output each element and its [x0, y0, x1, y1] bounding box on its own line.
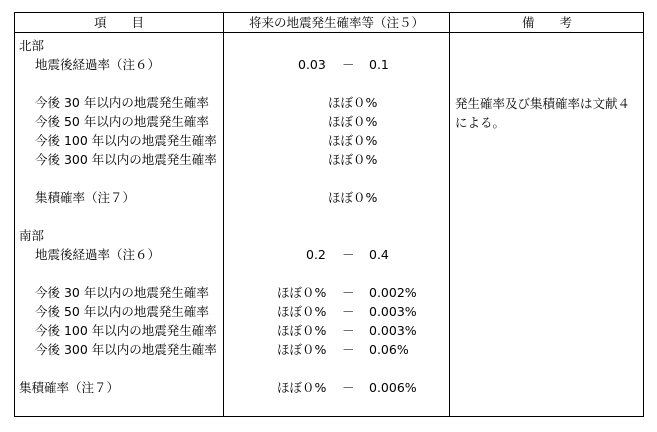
section-title-south: 南部	[19, 228, 45, 243]
north-elapsed-label: 地震後経過率（注６）	[35, 57, 161, 72]
column-divider	[223, 13, 224, 416]
south-cumulative-low: ほぼ０%	[277, 380, 327, 395]
north-row-value: ほぼ０%	[328, 114, 378, 129]
north-row-label: 今後 300 年以内の地震発生確率	[35, 152, 217, 167]
south-row-dash: －	[342, 304, 355, 319]
north-row-label: 今後 50 年以内の地震発生確率	[35, 114, 209, 129]
header-remarks: 備 考	[521, 15, 572, 30]
probability-table	[14, 12, 644, 417]
south-row-high: 0.06%	[369, 342, 409, 357]
north-row-value: ほぼ０%	[328, 133, 378, 148]
south-cumulative-high: 0.006%	[369, 380, 417, 395]
south-row-dash: －	[342, 323, 355, 338]
south-row-high: 0.003%	[369, 323, 417, 338]
north-row-value: ほぼ０%	[328, 95, 378, 110]
north-elapsed-high: 0.1	[369, 57, 389, 72]
column-divider	[449, 13, 450, 416]
north-row-value: ほぼ０%	[328, 152, 378, 167]
north-cumulative-value: ほぼ０%	[328, 190, 378, 205]
south-row-high: 0.002%	[369, 285, 417, 300]
south-elapsed-high: 0.4	[369, 247, 389, 262]
south-elapsed-label: 地震後経過率（注６）	[35, 247, 161, 262]
south-cumulative-label: 集積確率（注７）	[19, 380, 120, 395]
header-divider	[15, 32, 643, 33]
south-elapsed-dash: －	[342, 247, 355, 262]
south-row-dash: －	[342, 285, 355, 300]
header-probability: 将来の地震発生確率等（注５）	[248, 15, 424, 30]
north-row-label: 今後 30 年以内の地震発生確率	[35, 95, 209, 110]
south-row-label: 今後 50 年以内の地震発生確率	[35, 304, 209, 319]
south-elapsed-low: 0.2	[306, 247, 326, 262]
north-elapsed-low: 0.03	[298, 57, 326, 72]
south-row-low: ほぼ０%	[277, 323, 327, 338]
south-row-dash: －	[342, 342, 355, 357]
south-row-label: 今後 300 年以内の地震発生確率	[35, 342, 217, 357]
south-row-high: 0.003%	[369, 304, 417, 319]
south-cumulative-dash: －	[342, 380, 355, 395]
section-title-north: 北部	[19, 38, 45, 53]
south-row-label: 今後 30 年以内の地震発生確率	[35, 285, 209, 300]
south-row-low: ほぼ０%	[277, 342, 327, 357]
north-elapsed-dash: －	[342, 57, 355, 72]
header-item: 項 目	[93, 15, 144, 30]
north-cumulative-label: 集積確率（注７）	[35, 190, 136, 205]
south-row-label: 今後 100 年以内の地震発生確率	[35, 323, 217, 338]
south-row-low: ほぼ０%	[277, 285, 327, 300]
north-row-label: 今後 100 年以内の地震発生確率	[35, 133, 217, 148]
remarks-note: 発生確率及び集積確率は文献４による。	[455, 96, 631, 130]
south-row-low: ほぼ０%	[277, 304, 327, 319]
